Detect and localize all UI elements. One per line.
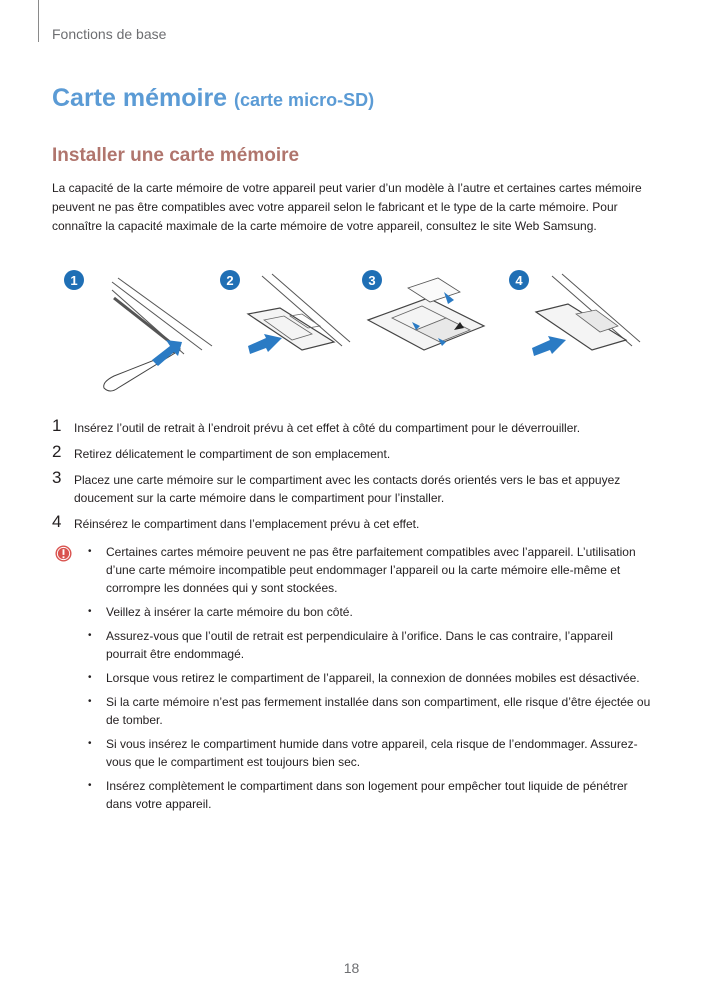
- note-text: Certaines cartes mémoire peuvent ne pas être parfaitement compatibles avec l’appareil. L’utilisation d’une carte mémoire incompatible peut endommager l’appareil ou la carte mémoire elle-même et corrompre les données qui y sont stockées.: [106, 545, 636, 595]
- note-text: Lorsque vous retirez le compartiment de l’appareil, la connexion de données mobiles est désactivée.: [106, 671, 640, 685]
- steps-list: [52, 416, 652, 541]
- step-text: Retirez délicatement le compartiment de son emplacement.: [74, 447, 391, 461]
- title-sub: (carte micro-SD): [234, 90, 375, 110]
- step-number: 2: [52, 442, 62, 461]
- notes-block: [52, 543, 652, 819]
- step-number: 1: [52, 416, 62, 435]
- header-section: Fonctions de base: [52, 26, 167, 42]
- warning-icon: [55, 545, 72, 562]
- step-badge-1-label: 1: [70, 273, 78, 288]
- section-heading: Installer une carte mémoire: [52, 145, 300, 166]
- note-text: Assurez-vous que l’outil de retrait est perpendiculaire à l’orifice. Dans le cas contraire, l’appareil pourrait être endommagé.: [106, 629, 613, 661]
- step-badge-3-label: 3: [368, 273, 376, 288]
- step-text: Insérez l’outil de retrait à l’endroit prévu à cet effet à côté du compartiment pour le déverrouiller.: [74, 421, 581, 435]
- step-item: [52, 416, 652, 437]
- step-item: [52, 442, 652, 463]
- illustration-step-3: [362, 270, 484, 350]
- step-item: [52, 512, 652, 533]
- note-item: • Insérez complètement le compartiment dans son logement pour empêcher tout liquide de pénétrer dans votre appareil.: [88, 779, 628, 811]
- step-text: Réinsérez le compartiment dans l’emplacement prévu à cet effet.: [74, 517, 420, 531]
- note-text: Insérez complètement le compartiment dans son logement pour empêcher tout liquide de pénétrer dans votre appareil.: [106, 779, 628, 811]
- notes-list: [88, 543, 652, 813]
- title-main: Carte mémoire: [52, 84, 228, 112]
- illustration-step-1: [64, 270, 212, 391]
- note-item: • Assurez-vous que l’outil de retrait est perpendiculaire à l’orifice. Dans le cas contraire, l’appareil pourrait être endommagé.: [88, 629, 613, 661]
- installation-illustration: [52, 268, 652, 408]
- page-title: [52, 84, 374, 113]
- note-item: • Si vous insérez le compartiment humide dans votre appareil, cela risque de l’endommager. Assurez-vous que le compartiment est toujours bien sec.: [88, 737, 638, 769]
- step-number: 4: [52, 512, 62, 531]
- page-number: 18: [343, 960, 360, 976]
- note-item: • Si la carte mémoire n’est pas fermement installée dans son compartiment, elle risque d’être éjectée ou de tomber.: [88, 695, 651, 727]
- note-text: Si vous insérez le compartiment humide dans votre appareil, cela risque de l’endommager. Assurez-vous que le compartiment est toujours bien sec.: [106, 737, 638, 769]
- note-text: Veillez à insérer la carte mémoire du bon côté.: [106, 605, 353, 619]
- note-item: • Lorsque vous retirez le compartiment de l’appareil, la connexion de données mobiles est désactivée.: [88, 671, 640, 685]
- illustration-step-2: [220, 270, 350, 354]
- step-text: Placez une carte mémoire sur le compartiment avec les contacts dorés orientés vers le bas et appuyez doucement sur la carte mémoire dans le compartiment pour l’installer.: [74, 473, 621, 505]
- note-item: • Certaines cartes mémoire peuvent ne pas être parfaitement compatibles avec l’appareil. L’utilisation d’une carte mémoire incompatible peut endommager l’appareil ou la carte mémoire elle-même et corrompre les données qui y sont stockées.: [88, 545, 636, 595]
- illustration-step-4: [509, 270, 640, 356]
- note-item: • Veillez à insérer la carte mémoire du bon côté.: [88, 605, 353, 619]
- header-rule: [38, 0, 39, 42]
- intro-paragraph: La capacité de la carte mémoire de votre appareil peut varier d’un modèle à l’autre et certaines cartes mémoire peuvent ne pas être compatibles avec votre appareil selon le fabricant et le type de la carte mémoire. Pour connaître la capacité maximale de la carte mémoire de votre appareil, consultez le site Web Samsung.: [52, 181, 642, 233]
- step-badge-4-label: 4: [515, 273, 523, 288]
- note-text: Si la carte mémoire n’est pas fermement installée dans son compartiment, elle risque d’être éjectée ou de tomber.: [106, 695, 651, 727]
- step-item: [52, 468, 652, 507]
- step-badge-2-label: 2: [226, 273, 234, 288]
- step-number: 3: [52, 468, 62, 487]
